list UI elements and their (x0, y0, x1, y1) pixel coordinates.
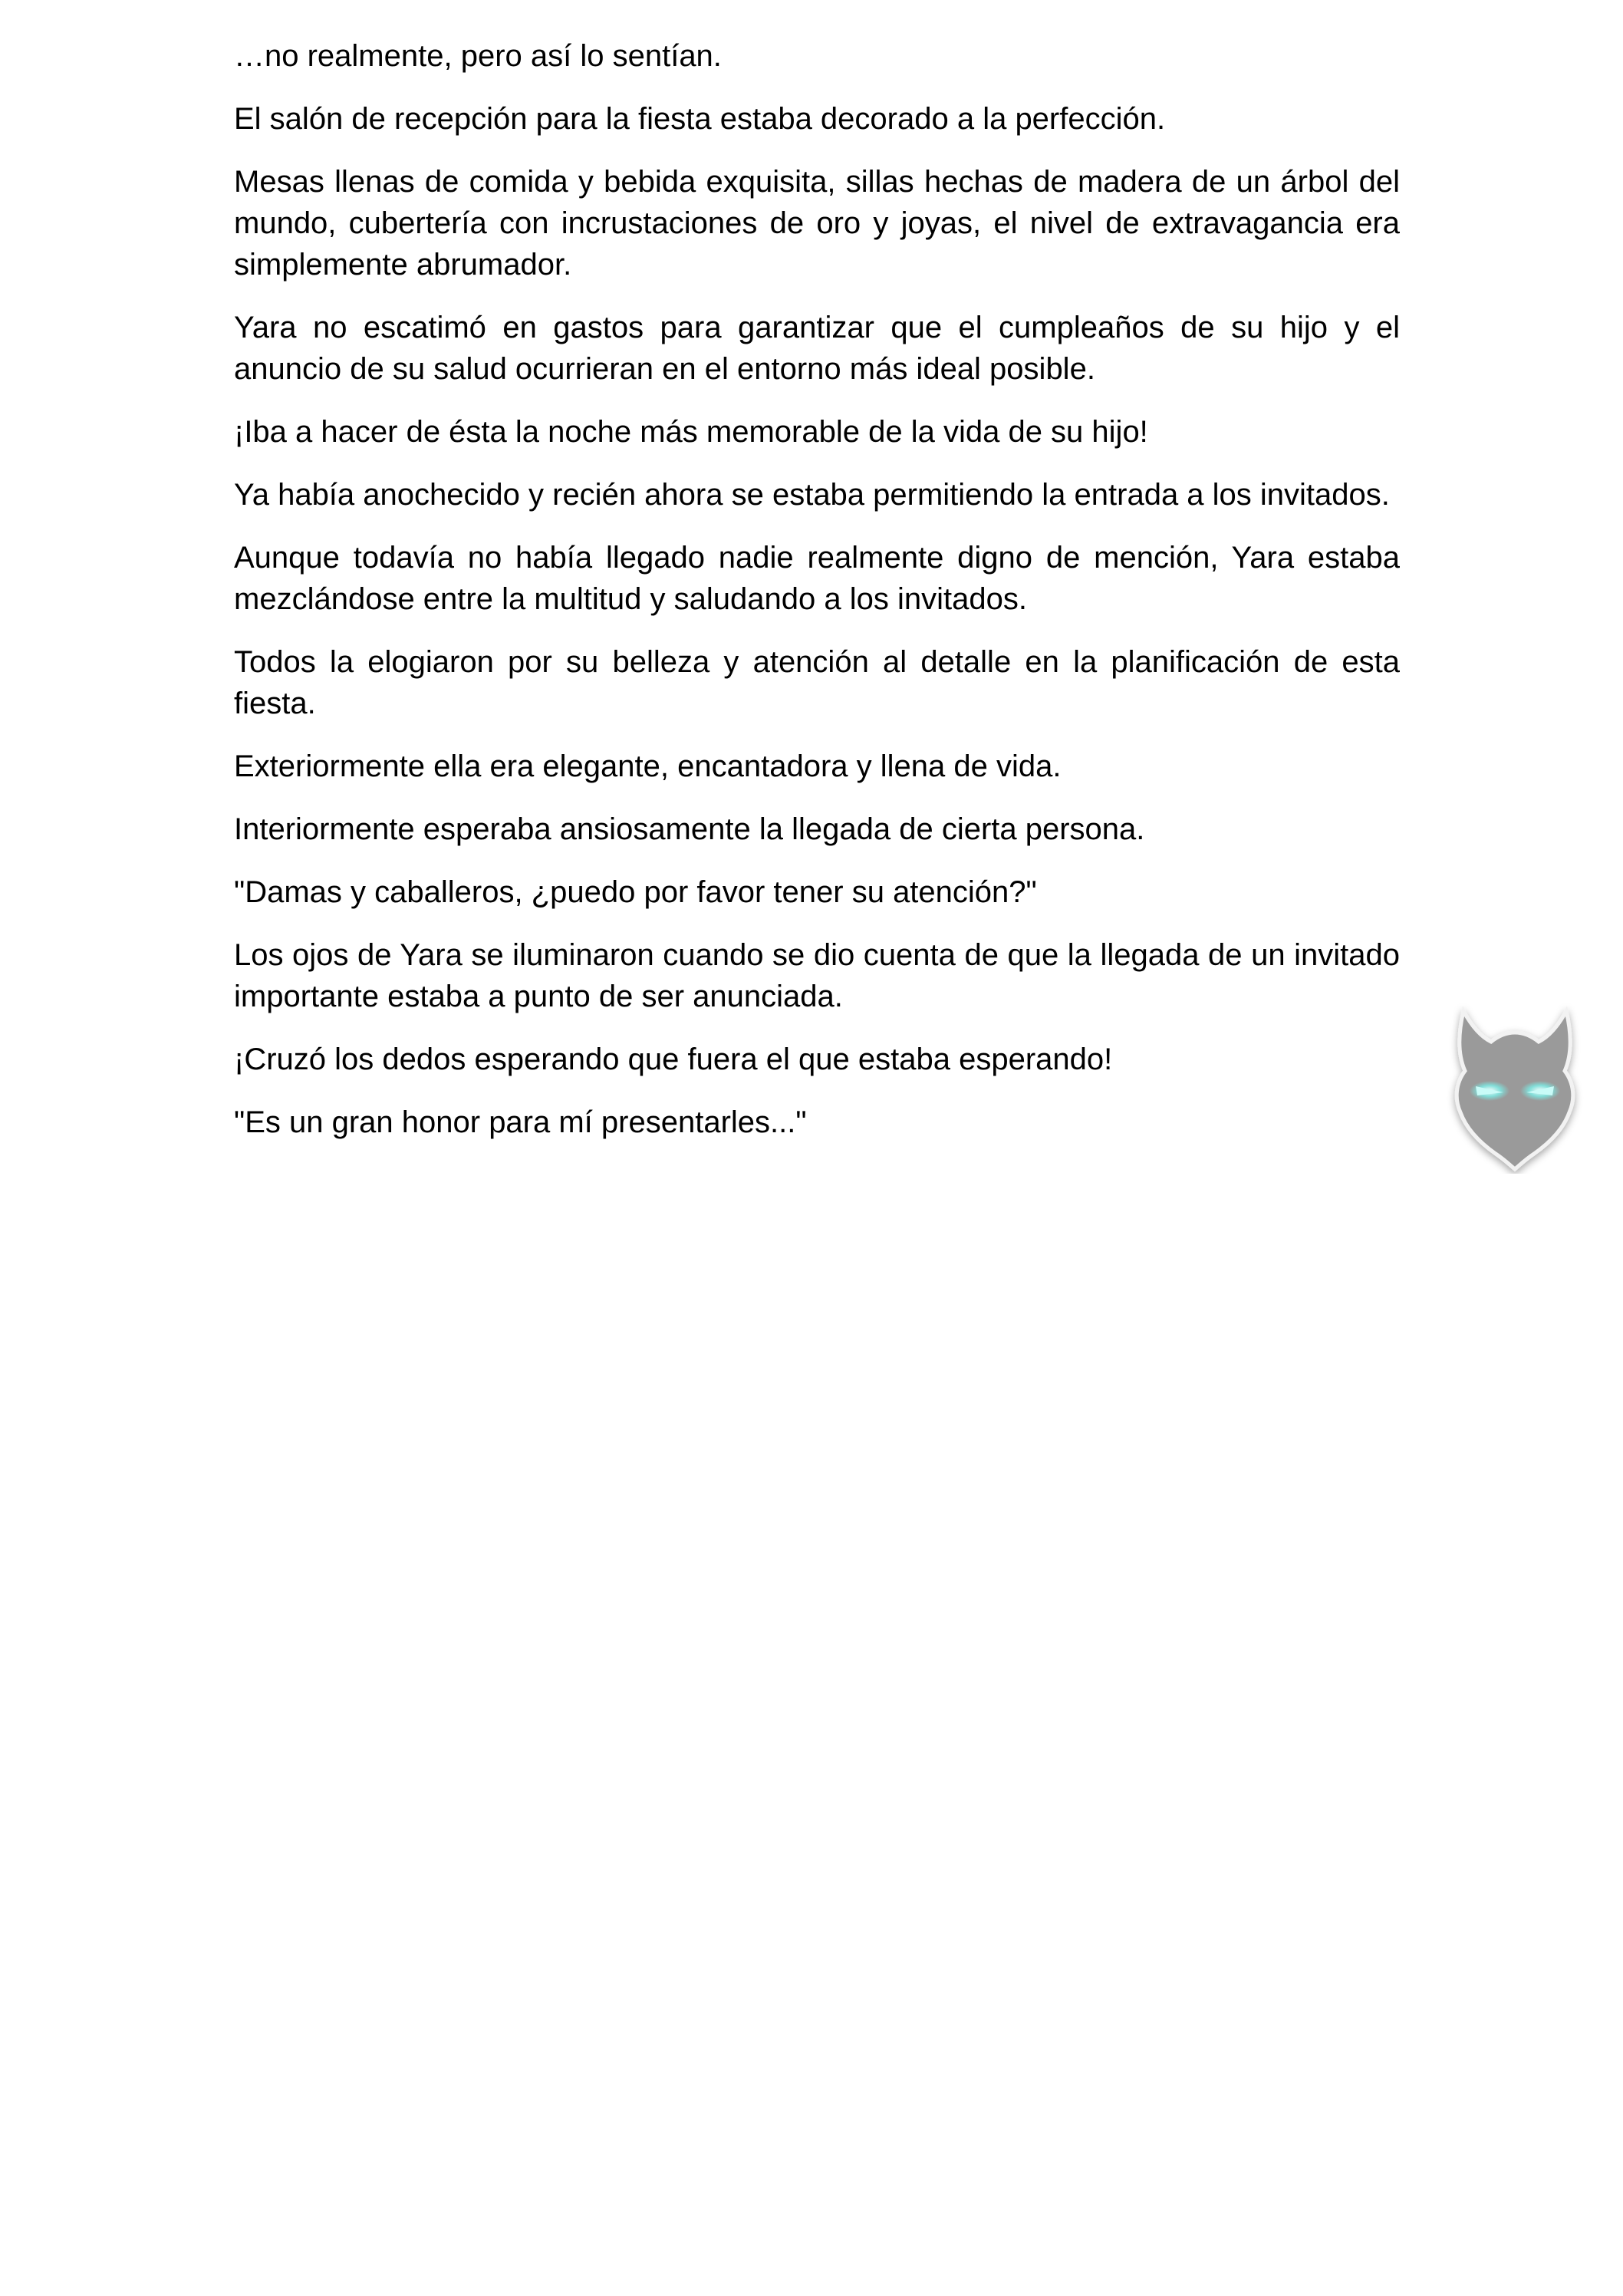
paragraph: ¡Iba a hacer de ésta la noche más memorable de la vida de su hijo! (234, 415, 1148, 449)
paragraph: Interiormente esperaba ansiosamente la llegada de cierta persona. (234, 812, 1145, 846)
paragraph: Yara no escatimó en gastos para garantizar que el cumpleaños de su hijo y el anuncio de su salud ocurrieran en el entorno más ideal posible. (234, 311, 1400, 386)
paragraph: …no realmente, pero así lo sentían. (234, 39, 722, 73)
paragraph: Todos la elogiaron por su belleza y atención al detalle en la planificación de esta fiesta. (234, 645, 1400, 720)
paragraph: "Es un gran honor para mí presentarles..." (234, 1105, 807, 1139)
text-column (234, 35, 1400, 1164)
paragraph: Mesas llenas de comida y bebida exquisita, sillas hechas de madera de un árbol del mundo, cubertería con incrustaciones de oro y joyas, el nivel de extravagancia era simplemente abrumador. (234, 165, 1400, 282)
paragraph: Aunque todavía no había llegado nadie realmente digno de mención, Yara estaba mezclándose entre la multitud y saludando a los invitados. (234, 541, 1400, 616)
paragraph: Exteriormente ella era elegante, encantadora y llena de vida. (234, 749, 1062, 783)
paragraph: Ya había anochecido y recién ahora se estaba permitiendo la entrada a los invitados. (234, 478, 1390, 512)
demon-head-icon (1442, 997, 1588, 1174)
paragraph: "Damas y caballeros, ¿puedo por favor tener su atención?" (234, 875, 1037, 909)
paragraph: ¡Cruzó los dedos esperando que fuera el que estaba esperando! (234, 1043, 1113, 1076)
paragraph: Los ojos de Yara se iluminaron cuando se dio cuenta de que la llegada de un invitado importante estaba a punto de ser anunciada. (234, 938, 1400, 1013)
paragraph: El salón de recepción para la fiesta estaba decorado a la perfección. (234, 102, 1166, 136)
